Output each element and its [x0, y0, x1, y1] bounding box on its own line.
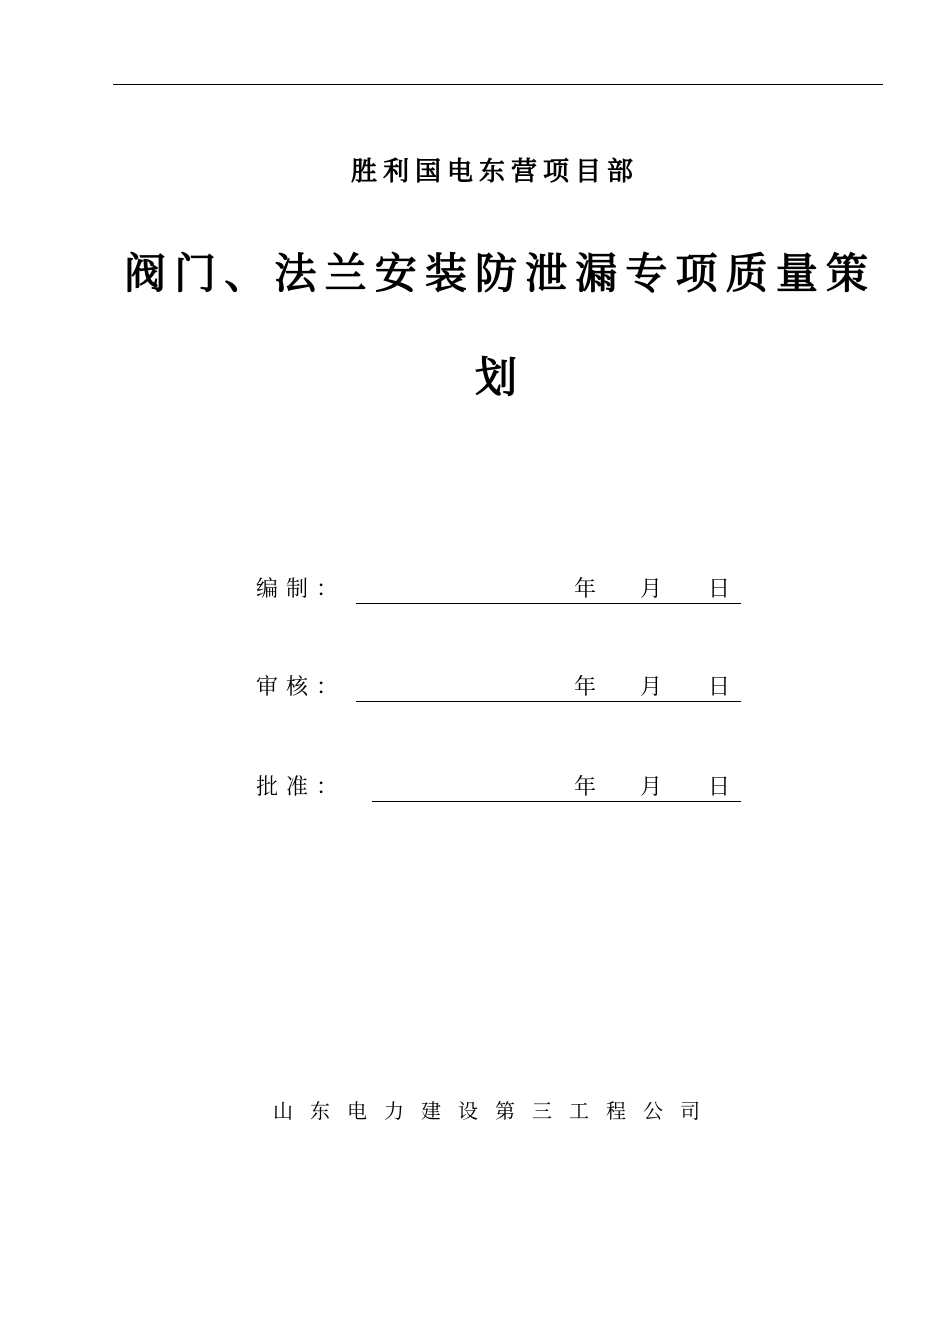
date-day: 日 [708, 775, 731, 800]
signature-line [372, 801, 741, 802]
date-year: 年 [574, 675, 597, 700]
date-month: 月 [640, 775, 663, 800]
signature-label: 批准： [256, 775, 347, 800]
date-month: 月 [640, 577, 663, 602]
document-title-line-2: 划 [474, 353, 517, 402]
date-day: 日 [708, 577, 731, 602]
signature-label: 审核： [256, 675, 347, 700]
signature-line [356, 603, 741, 604]
date-year: 年 [574, 577, 597, 602]
signature-row-approved [256, 773, 742, 803]
organization-name: 胜利国电东营项目部 [350, 157, 639, 187]
date-year: 年 [574, 775, 597, 800]
signature-row-compiled [256, 575, 742, 605]
signature-line [356, 701, 741, 702]
signature-label: 编制： [256, 577, 347, 602]
signature-row-reviewed [256, 673, 742, 703]
date-day: 日 [708, 675, 731, 700]
header-rule [113, 84, 883, 85]
date-month: 月 [640, 675, 663, 700]
document-title-line-1: 阀门、法兰安装防泄漏专项质量策 [124, 249, 868, 298]
document-title [124, 222, 868, 430]
footer-company-name: 山东电力建设第三工程公司 [273, 1099, 717, 1123]
